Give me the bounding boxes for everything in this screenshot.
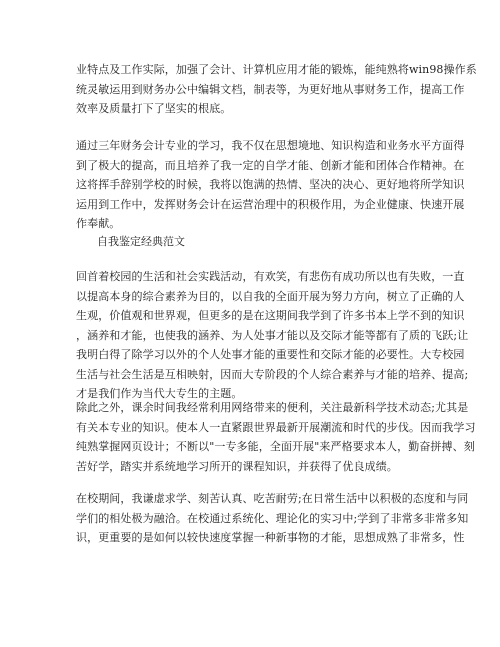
- paragraph-line: 有关本专业的知识。使本人一直紧跟世界最新开展潮流和时代的步伐。因而我学习: [76, 420, 476, 434]
- paragraph-1: [76, 60, 477, 119]
- paragraph-3: [76, 267, 469, 404]
- paragraph-line: 这将挥手辞别学校的时候，我将以饱满的热情、坚决的决心、更好地将所学知识: [76, 178, 465, 191]
- paragraph-line: 我明白得了除学习以外的个人处事才能的重要性和交际才能的必要性。大专校园: [76, 348, 465, 361]
- paragraph-line: 以提高本身的综合素养为目的，以自我的全面开展为努力方向，树立了正确的人: [76, 289, 465, 303]
- paragraph-line: 效率及质量打下了坚实的根底。: [76, 102, 232, 115]
- paragraph-line: 除此之外，课余时间我经常利用网络带来的便利，关注最新科学技术动态;尤其是: [76, 401, 469, 414]
- paragraph-line: 生观，价值观和世界观，但更多的是在这期间我学到了许多书本上学不到的知识: [76, 309, 465, 322]
- paragraph-2: [76, 136, 465, 234]
- paragraph-line: 运用到工作中，发挥财务会计在运营治理中的积极作用，为企业健康、快速开展: [76, 197, 465, 211]
- paragraph-5: [76, 489, 469, 548]
- paragraph-line: 纯熟掌握网页设计；不断以"一专多能，全面开展"来严格要求本人，勤奋拼搏、刻: [76, 440, 475, 453]
- paragraph-line: 生活与社会生活是互相映射，因而大专阶段的个人综合素养与才能的培养、提高;: [76, 367, 469, 381]
- paragraph-line: 苦好学，踏实并系统地学习所开的课程知识，并获得了优良成绩。: [76, 459, 398, 473]
- paragraph-line: 学们的相处极为融洽。在校通过系统化、理论化的实习中;学到了非常多非常多知: [76, 511, 469, 525]
- paragraph-line: 业特点及工作实际，加强了会计、计算机应用才能的锻炼，能纯熟将win98操作系: [76, 63, 477, 76]
- paragraph-line: 才是我们作为当代大专生的主题。: [76, 387, 243, 400]
- paragraph-line: ，涵养和才能，也使我的涵养、为人处事才能以及交际才能等都有了质的飞跃;让: [76, 328, 469, 342]
- paragraph-line: 识，更重要的是如何以较快速度掌握一种新事物的才能，思想成熟了非常多，性: [76, 531, 465, 544]
- paragraph-line: 统灵敏运用到财务办公中编辑文档，制表等，为更好地从事财务工作，提高工作: [76, 82, 465, 96]
- section-heading: 自我鉴定经典范文: [97, 235, 185, 248]
- paragraph-line: 通过三年财务会计专业的学习，我不仅在思想境地、知识构造和业务水平方面得: [76, 139, 465, 152]
- paragraph-line: 作奉献。: [76, 217, 121, 230]
- paragraph-line: 在校期间，我谦虚求学、刻苦认真、吃苦耐劳;在日常生活中以积极的态度和与同: [76, 492, 469, 505]
- paragraph-4: [76, 398, 476, 476]
- paragraph-line: 回首着校园的生活和社会实践活动，有欢笑，有悲伤有成功所以也有失败，一直: [76, 270, 465, 283]
- paragraph-line: 到了极大的提高，而且培养了我一定的自学才能、创新才能和团体合作精神。在: [76, 158, 465, 172]
